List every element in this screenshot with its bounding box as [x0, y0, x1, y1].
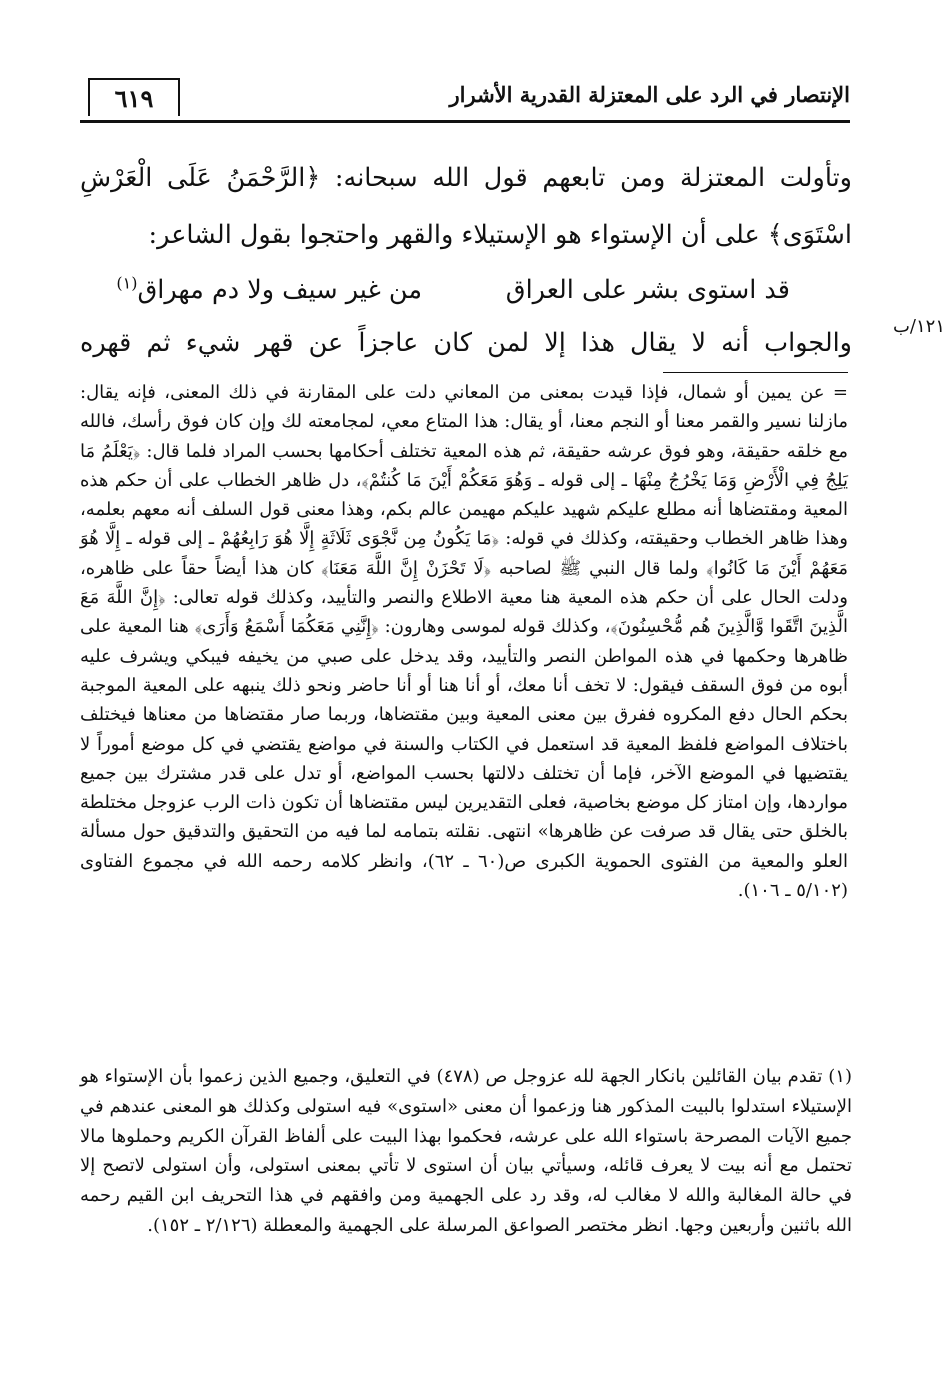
footnote-divider — [663, 372, 848, 373]
manuscript-folio-note: ١٢١/ب — [892, 316, 945, 337]
footnote-1-text: (١) تقدم بيان القائلين بانكار الجهة لله عزوجل ص (٤٧٨) في التعليق، وجميع الذين زعموا بأن الإستواء هو الإستيلاء استدلوا بالبيت المذكور هنا وزعموا أن معنى «استوى» فيه استولى وكذلك هو المعنى عندهم في جميع الآيات المصرحة باستواء الله على عرشه، فحكموا بهذا البيت على ألفاظ القرآن الكريم وحملوها مالا تحتمل مع أنه بيت لا يعرف قائله، وسيأتي بيان أن استوى لا تأتي بمعنى استولى، وأن استولى لاتصح إلا في حالة المغالبة والله لا مغالب له، وقد رد على الجهمية ومن وافقهم في هذا التحريف ابن القيم رحمه الله باثنين وأربعين وجها. انظر مختصر الصواعق المرسلة على الجهمية والمعطلة (٢/١٢٦ ـ ١٥٢). — [80, 1066, 852, 1236]
main-paragraph: وتأولت المعتزلة ومن تابعهم قول الله سبحانه: ﴿الرَّحْمَنُ عَلَى الْعَرْشِ اسْتَوَى﴾ على أن الإستواء هو الإستيلاء والقهر واحتجوا بقول الشاعر: — [80, 163, 852, 250]
running-title: الإنتصار في الرد على المعتزلة القدرية الأشرار — [449, 82, 850, 107]
poetry-verse — [80, 265, 852, 315]
main-text — [80, 150, 852, 264]
verse-second-text: من غير سيف ولا دم مهراق — [137, 275, 422, 305]
footnote-1 — [80, 1062, 852, 1241]
verse-first-hemistich: قد استوى بشر على العراق — [505, 275, 790, 305]
footnote-ref: (١) — [116, 273, 138, 293]
footnote-continuation-text: = عن يمين أو شمال، فإذا قيدت بمعنى من المعاني دلت على المقارنة في ذلك المعنى، فإنه يقال: مازلنا نسير والقمر معنا أو النجم معنا، أو يقال: هذا المتاع معي، لمجامعته لك وإن كان فوق رأسك، فالله مع خلقه حقيقة، وهو فوق عرشه حقيقة، ثم هذه المعية تختلف أحكامها بحسب المراد فلما قال: ﴿يَعْلَمُ مَا يَلِجُ فِي الْأَرْضِ وَمَا يَخْرُجُ مِنْهَا ـ إلى قوله ـ وَهُوَ مَعَكُمْ أَيْنَ مَا كُنتُمْ﴾، دل ظاهر الخطاب على أن حكم هذه المعية ومقتضاها أنه مطلع عليكم شهيد عليكم مهيمن عالم بكم، وهذا معنى قول السلف أنه معهم بعلمه، وهذا ظاهر الخطاب وحقيقته، وكذلك في قوله: ﴿مَا يَكُونُ مِن نَّجْوَى ثَلَاثَةٍ إِلَّا هُوَ رَابِعُهُمْ ـ إلى قوله ـ إِلَّا هُوَ مَعَهُمْ أَيْنَ مَا كَانُوا﴾ ولما قال النبي ﷺ لصاحبه ﴿لَا تَحْزَنْ إِنَّ اللَّهَ مَعَنَا﴾ كان هذا أيضاً حقاً على ظاهره، ودلت الحال على أن حكم هذه المعية هنا معية الاطلاع والنصر والتأييد، وكذلك قوله تعالى: ﴿إِنَّ اللَّهَ مَعَ الَّذِينَ اتَّقَوا وَّالَّذِينَ هُم مُّحْسِنُونَ﴾، وكذلك قوله لموسى وهارون: ﴿إِنَّنِي مَعَكُمَا أَسْمَعُ وَأَرَى﴾ هنا المعية على ظاهرها وحكمها في هذه المواطن النصر والتأييد، وقد يدخل على صبي من يخيفه فيبكي ويشرف عليه أبوه من فوق السقف فيقول: لا تخف أنا معك، أو أنا هنا أو أنا حاضر ونحو ذلك ينبهه على المعية الموجبة بحكم الحال دفع المكروه ففرق بين معنى المعية وبين مقتضاها، وربما صار مقتضاها من معناها فيختلف باختلاف المواضع فلفظ المعية قد استعمل في الكتاب والسنة في مواضع يقتضي في كل موضع أموراً لا يقتضيها في الموضع الآخر، فإما أن تختلف دلالتها بحسب المواضع، أو تدل على قدر مشترك بين جميع مواردها، وإن امتاز كل موضع بخاصية، فعلى التقديرين ليس مقتضاها أن تكون ذات الرب عزوجل مختلطة بالخلق حتى يقال قد صرفت عن ظاهرها» انتهى. نقلته بتمامه لما فيه من التحقيق والتدقيق حول مسألة العلو والمعية من الفتوى الحموية الكبرى ص(٦٠ ـ ٦٢)، وانظر كلامه رحمه الله في مجموع الفتاوى (٥/١٠٢ ـ ١٠٦). — [80, 382, 848, 902]
page-number: ٦١٩ — [88, 78, 180, 116]
footnote-continuation — [80, 378, 848, 905]
verse-second-hemistich — [116, 265, 422, 315]
main-last-line: والجواب أنه لا يقال هذا إلا لمن كان عاجزاً عن قهر شيء ثم قهره — [80, 328, 852, 358]
page-header — [80, 78, 850, 123]
